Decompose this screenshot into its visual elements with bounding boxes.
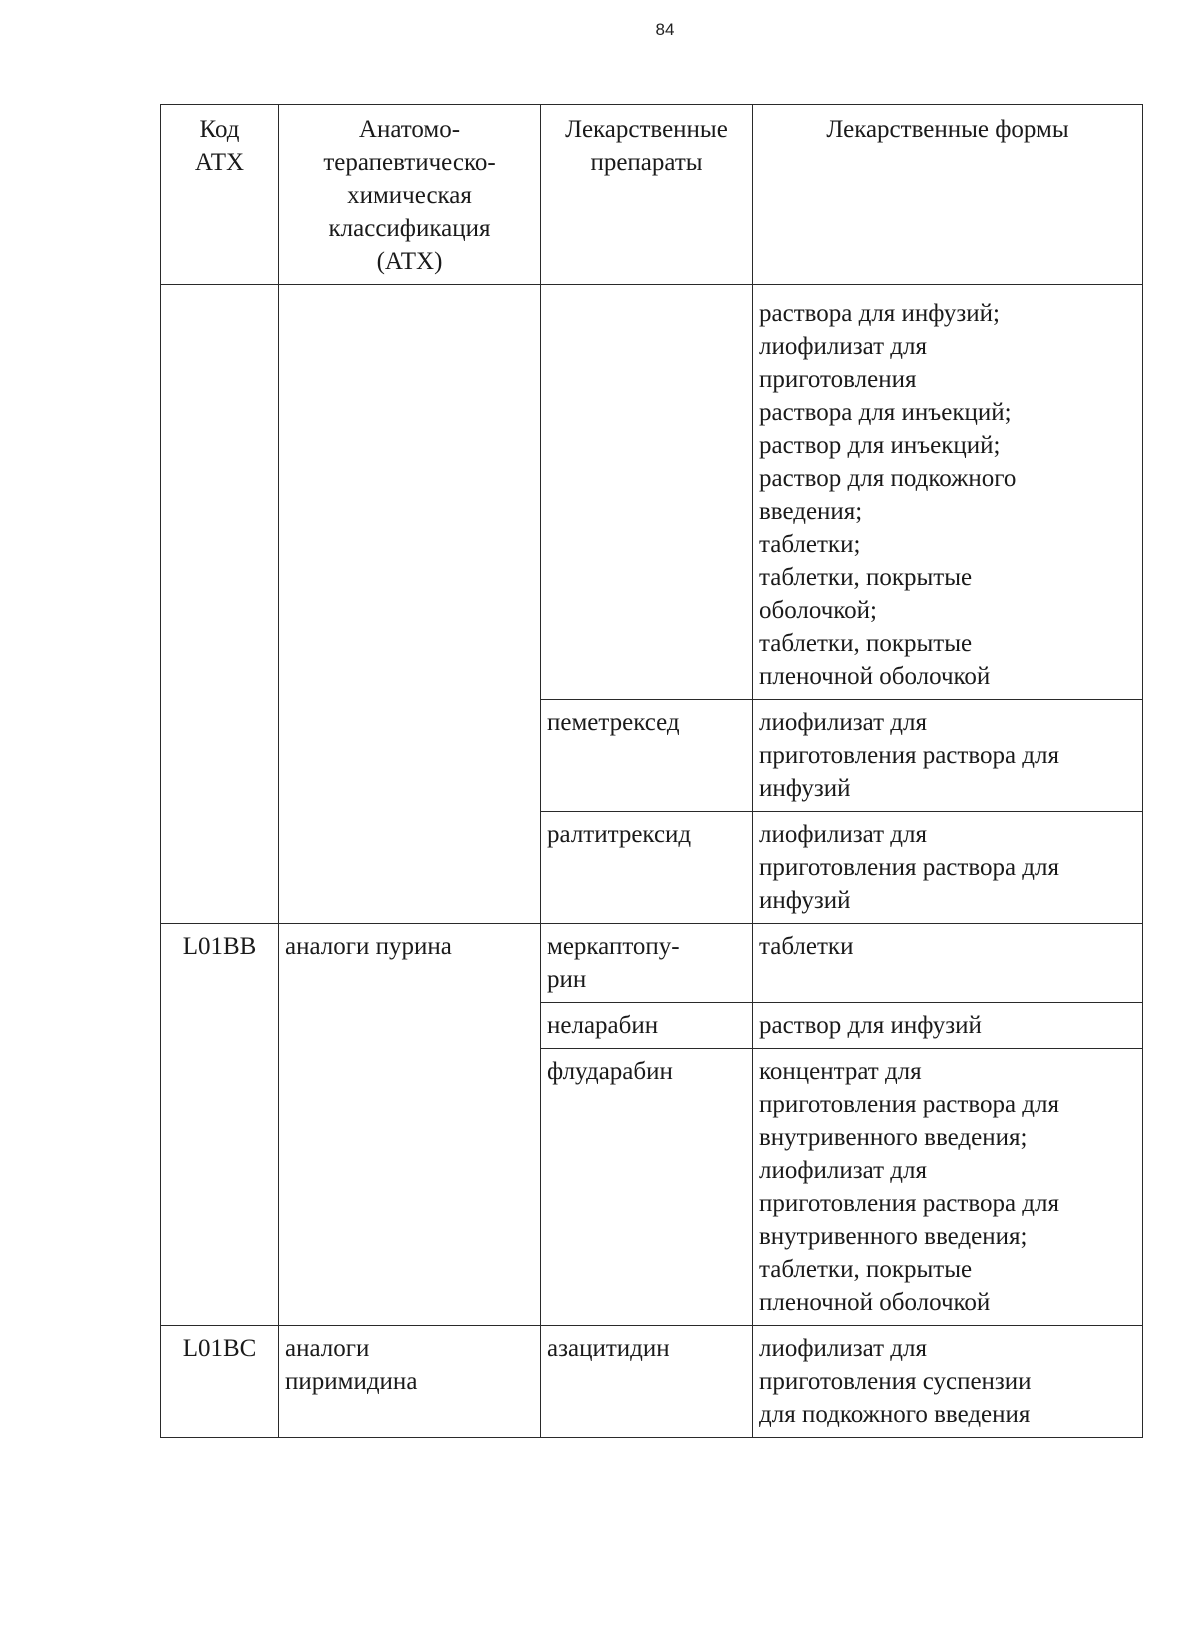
classification-line: пиримидина — [285, 1368, 418, 1395]
cell-drug: пеметрексед — [541, 700, 753, 812]
header-code-line: АТХ — [194, 149, 245, 176]
cell-drug: флударабин — [541, 1049, 753, 1326]
forms-line: внутривенного введения; — [759, 1223, 1028, 1250]
forms-line: таблетки, покрытые — [759, 564, 973, 591]
forms-line: пленочной оболочкой — [759, 663, 991, 690]
forms-line: раствор для инъекций; — [759, 432, 1001, 459]
forms-line: раствор для подкожного — [759, 465, 1017, 492]
header-classification-line: терапевтическо- — [323, 149, 496, 176]
forms-line: инфузий — [759, 775, 851, 802]
cell-code: L01BB — [161, 924, 279, 1326]
forms-line: внутривенного введения; — [759, 1124, 1028, 1151]
header-classification-line: Анатомо- — [358, 116, 461, 143]
atx-table — [160, 104, 1143, 1438]
cell-classification: аналоги пурина — [279, 924, 541, 1326]
header-drugs-line: Лекарственные — [565, 116, 728, 143]
forms-line: введения; — [759, 498, 863, 525]
forms-line: таблетки, покрытые — [759, 630, 973, 657]
cell-drug: ралтитрексид — [541, 812, 753, 924]
header-classification-line: (АТХ) — [376, 248, 443, 275]
cell-forms — [753, 1049, 1143, 1326]
header-classification-line: классификация — [328, 215, 491, 242]
table-header-row — [161, 105, 1143, 285]
cell-code: L01BC — [161, 1326, 279, 1438]
header-forms-line: Лекарственные формы — [826, 116, 1069, 143]
drug-line: меркаптопу- — [547, 933, 680, 960]
cell-forms — [753, 1326, 1143, 1438]
cell-classification — [279, 1326, 541, 1438]
forms-line: лиофилизат для — [759, 709, 927, 736]
forms-line: раствор для инфузий — [759, 1012, 982, 1039]
drug-line: рин — [547, 966, 587, 993]
forms-line: лиофилизат для — [759, 821, 927, 848]
cell-forms — [753, 700, 1143, 812]
cell-drug-empty — [541, 285, 753, 700]
cell-forms — [753, 285, 1143, 700]
forms-line: пленочной оболочкой — [759, 1289, 991, 1316]
cell-drug: неларабин — [541, 1003, 753, 1049]
classification-line: аналоги — [285, 1335, 370, 1362]
table-row — [161, 285, 1143, 700]
forms-line: раствора для инъекций; — [759, 399, 1012, 426]
header-classification — [279, 105, 541, 285]
forms-line: приготовления раствора для — [759, 742, 1059, 769]
cell-forms — [753, 1003, 1143, 1049]
cell-drug: азацитидин — [541, 1326, 753, 1438]
header-drugs-line: препараты — [590, 149, 703, 176]
cell-forms — [753, 924, 1143, 1003]
forms-line: приготовления — [759, 366, 917, 393]
forms-line: инфузий — [759, 887, 851, 914]
forms-line: приготовления раствора для — [759, 854, 1059, 881]
forms-line: лиофилизат для — [759, 333, 927, 360]
header-drugs — [541, 105, 753, 285]
forms-line: лиофилизат для — [759, 1335, 927, 1362]
forms-line: приготовления раствора для — [759, 1091, 1059, 1118]
forms-line: приготовления суспензии — [759, 1368, 1032, 1395]
header-code-line: Код — [199, 116, 240, 143]
forms-line: лиофилизат для — [759, 1157, 927, 1184]
forms-line: для подкожного введения — [759, 1401, 1031, 1428]
page-number: 84 — [655, 20, 675, 39]
cell-code-empty — [161, 285, 279, 924]
cell-classification-empty — [279, 285, 541, 924]
forms-line: таблетки — [759, 933, 854, 960]
forms-line: оболочкой; — [759, 597, 877, 624]
header-classification-line: химическая — [347, 182, 472, 209]
header-forms — [753, 105, 1143, 285]
table-row — [161, 1326, 1143, 1438]
forms-line: таблетки; — [759, 531, 861, 558]
forms-line: таблетки, покрытые — [759, 1256, 973, 1283]
forms-line: приготовления раствора для — [759, 1190, 1059, 1217]
cell-forms — [753, 812, 1143, 924]
header-code — [161, 105, 279, 285]
cell-drug — [541, 924, 753, 1003]
forms-line: раствора для инфузий; — [759, 300, 1000, 327]
table-row — [161, 924, 1143, 1003]
forms-line: концентрат для — [759, 1058, 922, 1085]
